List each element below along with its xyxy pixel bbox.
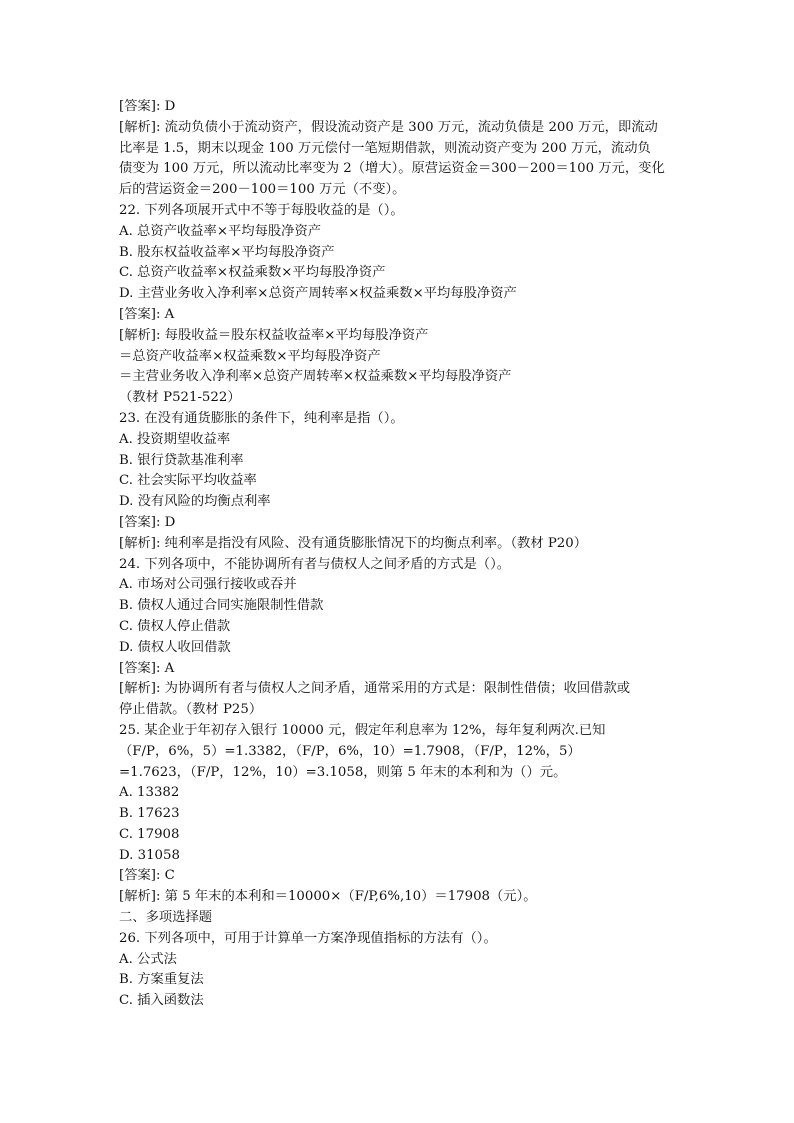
option-a: A. 公式法 bbox=[119, 951, 177, 967]
question-25: 25. 某企业于年初存入银行 10000 元，假定年利息率为 12%，每年复利两次.已知 bbox=[119, 722, 606, 738]
explanation-line: [解析]: 第 5 年末的本利和＝10000×（F/P,6%,10）＝17908（元）。 bbox=[119, 889, 537, 905]
option-d: D. 主营业务收入净利率×总资产周转率×权益乘数×平均每股净资产 bbox=[119, 286, 517, 302]
textbook-reference: （教材 P521-522） bbox=[119, 390, 241, 406]
explanation-line: ＝总资产收益率×权益乘数×平均每股净资产 bbox=[119, 348, 381, 364]
option-b: B. 17623 bbox=[119, 806, 180, 822]
section-heading: 二、多项选择题 bbox=[119, 910, 213, 926]
option-d: D. 债权人收回借款 bbox=[119, 639, 231, 655]
question-25-continued: =1.7623，（F/P，12%，10）=3.1058，则第 5 年末的本利和为（）元。 bbox=[119, 764, 567, 780]
option-b: B. 债权人通过合同实施限制性借款 bbox=[119, 598, 324, 614]
option-c: C. 社会实际平均收益率 bbox=[119, 473, 257, 489]
option-d: D. 没有风险的均衡点利率 bbox=[119, 494, 271, 510]
option-c: C. 插入函数法 bbox=[119, 993, 204, 1009]
option-c: C. 17908 bbox=[119, 826, 180, 842]
explanation-line: 比率是 1.5，期末以现金 100 万元偿付一笔短期借款，则流动资产变为 200 万元，流动负 bbox=[119, 140, 651, 156]
option-c: C. 债权人停止借款 bbox=[119, 618, 231, 634]
question-25-continued: （F/P，6%，5）=1.3382，（F/P，6%，10）=1.7908，（F/P，12%，5） bbox=[119, 743, 581, 759]
option-b: B. 银行贷款基准利率 bbox=[119, 452, 244, 468]
explanation-line: [解析]: 为协调所有者与债权人之间矛盾，通常采用的方式是：限制性借债；收回借款或 bbox=[119, 681, 631, 697]
option-d: D. 31058 bbox=[119, 847, 180, 863]
explanation-line: 债变为 100 万元，所以流动比率变为 2（增大）。原营运资金＝300－200＝100 万元，变化 bbox=[119, 161, 665, 177]
answer-line: [答案]: A bbox=[119, 660, 175, 676]
explanation-line: 停止借款。（教材 P25） bbox=[119, 702, 263, 718]
question-24: 24. 下列各项中，不能协调所有者与债权人之间矛盾的方式是（）。 bbox=[119, 556, 511, 572]
option-a: A. 投资期望收益率 bbox=[119, 431, 231, 447]
option-b: B. 方案重复法 bbox=[119, 972, 204, 988]
answer-line: [答案]: D bbox=[119, 99, 176, 114]
option-a: A. 总资产收益率×平均每股净资产 bbox=[119, 223, 322, 239]
explanation-line: [解析]: 每股收益＝股东权益收益率×平均每股净资产 bbox=[119, 327, 429, 343]
answer-line: [答案]: C bbox=[119, 868, 175, 884]
option-c: C. 总资产收益率×权益乘数×平均每股净资产 bbox=[119, 265, 386, 281]
question-22: 22. 下列各项展开式中不等于每股收益的是（）。 bbox=[119, 202, 404, 218]
option-b: B. 股东权益收益率×平均每股净资产 bbox=[119, 244, 335, 260]
explanation-line: [解析]: 流动负债小于流动资产，假设流动资产是 300 万元，流动负债是 200 万元，即流动 bbox=[119, 119, 658, 135]
question-26: 26. 下列各项中，可用于计算单一方案净现值指标的方法有（）。 bbox=[119, 930, 497, 946]
document-page bbox=[119, 97, 679, 1012]
explanation-line: [解析]: 纯利率是指没有风险、没有通货膨胀情况下的均衡点利率。（教材 P20） bbox=[119, 535, 588, 551]
explanation-line: ＝主营业务收入净利率×总资产周转率×权益乘数×平均每股净资产 bbox=[119, 369, 512, 385]
question-23: 23. 在没有通货膨胀的条件下，纯利率是指（）。 bbox=[119, 410, 404, 426]
answer-line: [答案]: A bbox=[119, 306, 175, 322]
answer-line: [答案]: D bbox=[119, 514, 176, 530]
explanation-line: 后的营运资金＝200－100＝100 万元（不变）。 bbox=[119, 182, 406, 198]
option-a: A. 13382 bbox=[119, 785, 180, 801]
option-a: A. 市场对公司强行接收或吞并 bbox=[119, 577, 297, 593]
